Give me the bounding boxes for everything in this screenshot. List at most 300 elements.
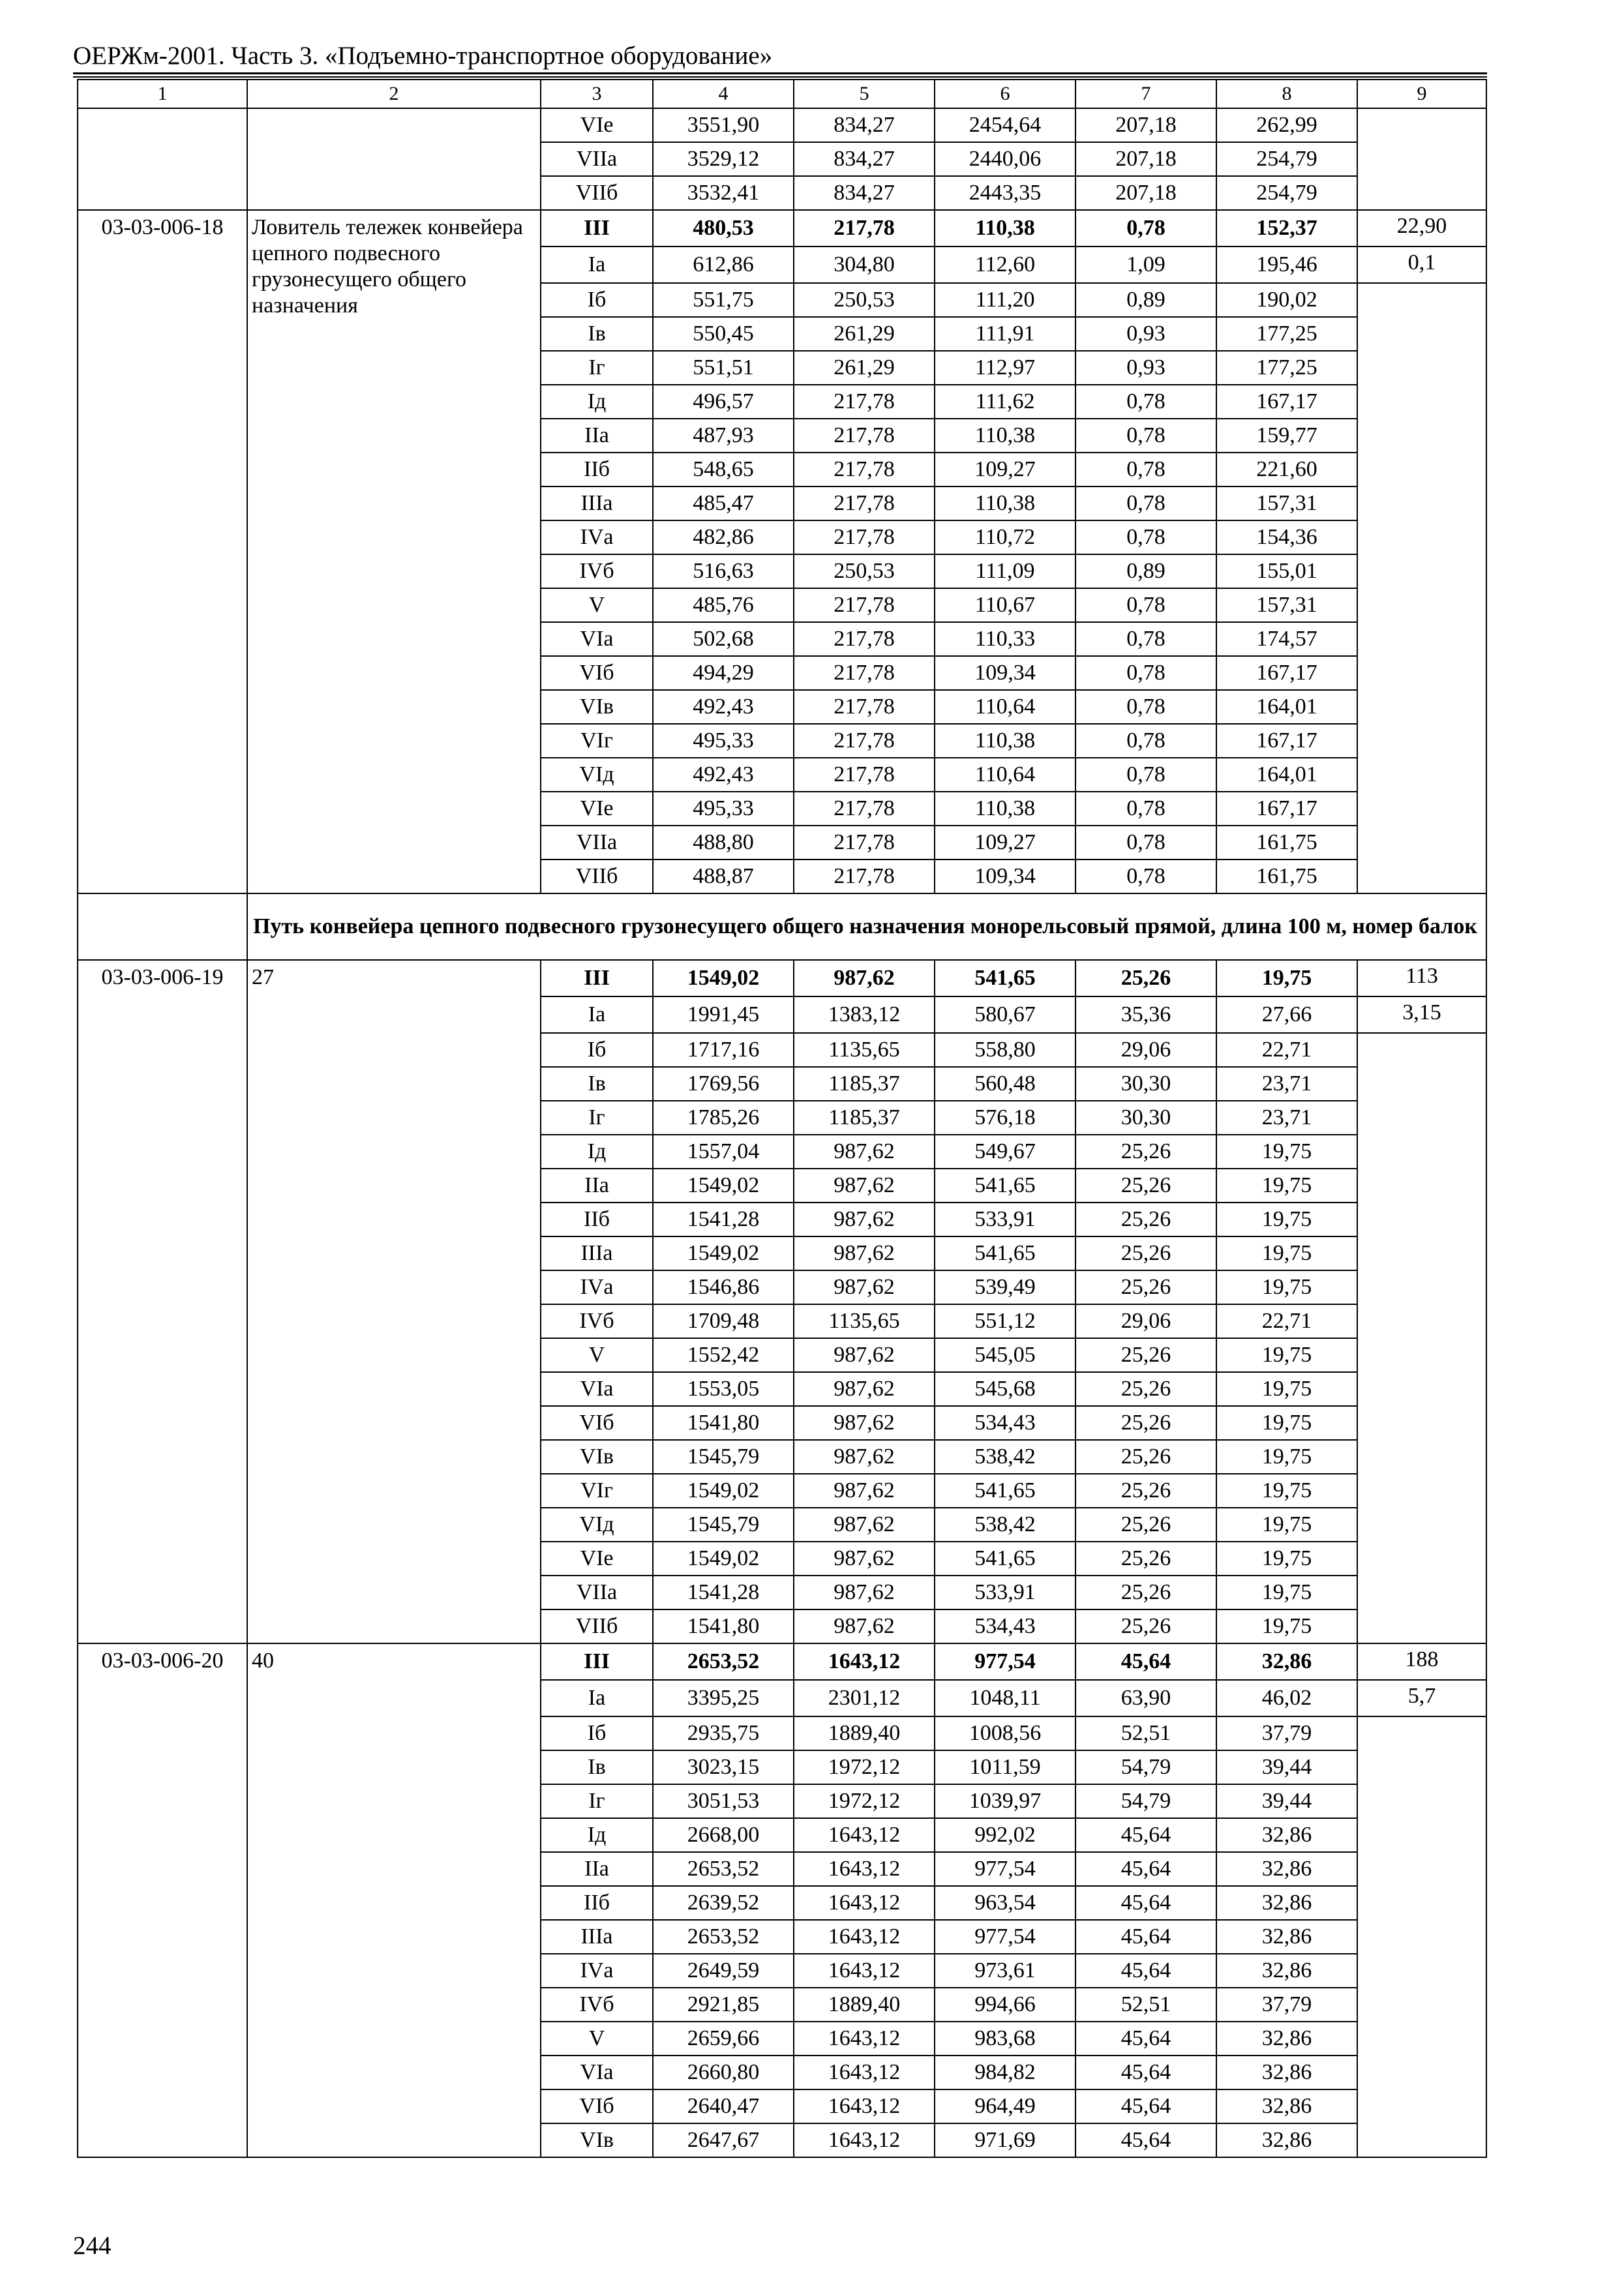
- value-cell: 973,61: [935, 1954, 1075, 1988]
- value-cell: 54,79: [1075, 1784, 1216, 1818]
- value-cell: 550,45: [653, 317, 794, 351]
- value-cell: 502,68: [653, 622, 794, 656]
- value-cell: 612,86: [653, 247, 794, 283]
- value-cell: 29,06: [1075, 1304, 1216, 1338]
- value-cell: 35,36: [1075, 996, 1216, 1033]
- value-cell: 482,86: [653, 520, 794, 554]
- value-cell: 217,78: [794, 792, 935, 826]
- page-header-title: ОЕРЖм-2001. Часть 3. «Подъемно-транспортное оборудование»: [73, 42, 773, 70]
- region-cell: V: [541, 1338, 653, 1372]
- region-cell: IIб: [541, 1886, 653, 1920]
- value-cell: 25,26: [1075, 1270, 1216, 1304]
- value-cell: 110,38: [935, 210, 1075, 247]
- value-cell: 19,75: [1216, 1474, 1357, 1508]
- value-cell: 167,17: [1216, 656, 1357, 690]
- value-cell: 485,47: [653, 486, 794, 520]
- value-cell: 161,75: [1216, 826, 1357, 860]
- value-cell: 1717,16: [653, 1033, 794, 1067]
- value-cell: 488,80: [653, 826, 794, 860]
- value-cell: 1135,65: [794, 1304, 935, 1338]
- region-cell: IVб: [541, 1304, 653, 1338]
- value-cell: 963,54: [935, 1886, 1075, 1920]
- value-cell: 0,93: [1075, 351, 1216, 385]
- value-cell: 2647,67: [653, 2123, 794, 2157]
- region-cell: IVб: [541, 1988, 653, 2022]
- value-cell: 39,44: [1216, 1750, 1357, 1784]
- value-cell: 63,90: [1075, 1680, 1216, 1716]
- value-cell: 30,30: [1075, 1101, 1216, 1135]
- value-cell: 1972,12: [794, 1750, 935, 1784]
- value-cell: 19,75: [1216, 1135, 1357, 1169]
- region-cell: VIIа: [541, 142, 653, 176]
- table-row: [78, 108, 1486, 142]
- value-cell: 987,62: [794, 1508, 935, 1542]
- value-cell: 167,17: [1216, 724, 1357, 758]
- region-cell: III: [541, 1643, 653, 1680]
- col9-cell: [1357, 283, 1486, 893]
- value-cell: 254,79: [1216, 142, 1357, 176]
- value-cell: 254,79: [1216, 176, 1357, 210]
- value-cell: 1,09: [1075, 247, 1216, 283]
- region-cell: Iг: [541, 351, 653, 385]
- region-cell: VIIб: [541, 176, 653, 210]
- col9-cell: 0,1: [1357, 247, 1486, 283]
- value-cell: 250,53: [794, 554, 935, 588]
- value-cell: 541,65: [935, 1236, 1075, 1270]
- value-cell: 30,30: [1075, 1067, 1216, 1101]
- value-cell: 495,33: [653, 724, 794, 758]
- price-table: [77, 79, 1487, 2158]
- value-cell: 1643,12: [794, 1818, 935, 1852]
- value-cell: 992,02: [935, 1818, 1075, 1852]
- value-cell: 110,67: [935, 588, 1075, 622]
- value-cell: 541,65: [935, 1474, 1075, 1508]
- value-cell: 492,43: [653, 758, 794, 792]
- region-cell: Iд: [541, 1135, 653, 1169]
- value-cell: 25,26: [1075, 1542, 1216, 1576]
- value-cell: 111,91: [935, 317, 1075, 351]
- value-cell: 217,78: [794, 656, 935, 690]
- region-cell: Iг: [541, 1101, 653, 1135]
- value-cell: 0,78: [1075, 656, 1216, 690]
- column-number-cell: 5: [794, 80, 935, 108]
- value-cell: 207,18: [1075, 108, 1216, 142]
- region-cell: VIе: [541, 792, 653, 826]
- value-cell: 217,78: [794, 453, 935, 486]
- value-cell: 545,68: [935, 1372, 1075, 1406]
- value-cell: 987,62: [794, 1372, 935, 1406]
- value-cell: 19,75: [1216, 1169, 1357, 1203]
- value-cell: 157,31: [1216, 588, 1357, 622]
- value-cell: 545,05: [935, 1338, 1075, 1372]
- value-cell: 1643,12: [794, 1920, 935, 1954]
- value-cell: 987,62: [794, 1440, 935, 1474]
- value-cell: 3551,90: [653, 108, 794, 142]
- value-cell: 1549,02: [653, 960, 794, 996]
- value-cell: 551,75: [653, 283, 794, 317]
- value-cell: 217,78: [794, 588, 935, 622]
- region-cell: Iа: [541, 996, 653, 1033]
- value-cell: 549,67: [935, 1135, 1075, 1169]
- region-cell: VIIб: [541, 1609, 653, 1643]
- value-cell: 538,42: [935, 1440, 1075, 1474]
- value-cell: 217,78: [794, 758, 935, 792]
- value-cell: 25,26: [1075, 1609, 1216, 1643]
- value-cell: 262,99: [1216, 108, 1357, 142]
- region-cell: VIв: [541, 690, 653, 724]
- value-cell: 0,78: [1075, 520, 1216, 554]
- value-cell: 0,78: [1075, 724, 1216, 758]
- table-row: [78, 210, 1486, 247]
- value-cell: 0,93: [1075, 317, 1216, 351]
- value-cell: 45,64: [1075, 1643, 1216, 1680]
- name-cell: Ловитель тележек конвейера цепного подвесного грузонесущего общего назначения: [247, 210, 541, 893]
- value-cell: 1545,79: [653, 1440, 794, 1474]
- name-cell: [247, 108, 541, 210]
- region-cell: VIв: [541, 1440, 653, 1474]
- column-number-row: [78, 80, 1486, 108]
- value-cell: 2640,47: [653, 2089, 794, 2123]
- value-cell: 516,63: [653, 554, 794, 588]
- value-cell: 19,75: [1216, 1203, 1357, 1236]
- value-cell: 19,75: [1216, 1406, 1357, 1440]
- value-cell: 159,77: [1216, 419, 1357, 453]
- value-cell: 987,62: [794, 1609, 935, 1643]
- value-cell: 1709,48: [653, 1304, 794, 1338]
- value-cell: 987,62: [794, 1169, 935, 1203]
- region-cell: VIг: [541, 1474, 653, 1508]
- value-cell: 52,51: [1075, 1988, 1216, 2022]
- col9-cell: [1357, 108, 1486, 210]
- value-cell: 987,62: [794, 1338, 935, 1372]
- column-number-cell: 9: [1357, 80, 1486, 108]
- region-cell: IIб: [541, 453, 653, 486]
- value-cell: 37,79: [1216, 1988, 1357, 2022]
- value-cell: 987,62: [794, 1203, 935, 1236]
- region-cell: IIа: [541, 1169, 653, 1203]
- header-rule: [73, 76, 1487, 78]
- value-cell: 111,62: [935, 385, 1075, 419]
- value-cell: 19,75: [1216, 1609, 1357, 1643]
- value-cell: 45,64: [1075, 1954, 1216, 1988]
- region-cell: Iа: [541, 247, 653, 283]
- region-cell: IVа: [541, 520, 653, 554]
- value-cell: 207,18: [1075, 176, 1216, 210]
- region-cell: Iв: [541, 317, 653, 351]
- value-cell: 2301,12: [794, 1680, 935, 1716]
- value-cell: 480,53: [653, 210, 794, 247]
- value-cell: 217,78: [794, 419, 935, 453]
- col9-cell: 22,90: [1357, 210, 1486, 247]
- value-cell: 2639,52: [653, 1886, 794, 1920]
- value-cell: 2454,64: [935, 108, 1075, 142]
- value-cell: 54,79: [1075, 1750, 1216, 1784]
- value-cell: 250,53: [794, 283, 935, 317]
- value-cell: 29,06: [1075, 1033, 1216, 1067]
- column-number-cell: 4: [653, 80, 794, 108]
- value-cell: 1643,12: [794, 1886, 935, 1920]
- value-cell: 25,26: [1075, 1576, 1216, 1609]
- value-cell: 0,78: [1075, 792, 1216, 826]
- value-cell: 488,87: [653, 860, 794, 893]
- value-cell: 1643,12: [794, 2022, 935, 2056]
- value-cell: 994,66: [935, 1988, 1075, 2022]
- value-cell: 3023,15: [653, 1750, 794, 1784]
- value-cell: 22,71: [1216, 1033, 1357, 1067]
- value-cell: 154,36: [1216, 520, 1357, 554]
- value-cell: 27,66: [1216, 996, 1357, 1033]
- region-cell: Iг: [541, 1784, 653, 1818]
- value-cell: 987,62: [794, 1406, 935, 1440]
- value-cell: 1643,12: [794, 1852, 935, 1886]
- region-cell: VIIб: [541, 860, 653, 893]
- value-cell: 110,38: [935, 419, 1075, 453]
- value-cell: 551,51: [653, 351, 794, 385]
- value-cell: 217,78: [794, 622, 935, 656]
- section-title: Путь конвейера цепного подвесного грузонесущего общего назначения монорельсовый прямой, длина 100 м, номер балок: [247, 893, 1486, 960]
- value-cell: 19,75: [1216, 1508, 1357, 1542]
- value-cell: 25,26: [1075, 1169, 1216, 1203]
- value-cell: 109,34: [935, 656, 1075, 690]
- value-cell: 977,54: [935, 1920, 1075, 1954]
- value-cell: 485,76: [653, 588, 794, 622]
- region-cell: VIб: [541, 2089, 653, 2123]
- value-cell: 109,27: [935, 826, 1075, 860]
- region-cell: Iд: [541, 385, 653, 419]
- value-cell: 1541,80: [653, 1406, 794, 1440]
- value-cell: 539,49: [935, 1270, 1075, 1304]
- value-cell: 1769,56: [653, 1067, 794, 1101]
- region-cell: VIд: [541, 758, 653, 792]
- value-cell: 45,64: [1075, 1852, 1216, 1886]
- value-cell: 25,26: [1075, 1406, 1216, 1440]
- value-cell: 110,38: [935, 724, 1075, 758]
- value-cell: 534,43: [935, 1406, 1075, 1440]
- value-cell: 261,29: [794, 317, 935, 351]
- region-cell: VIIа: [541, 826, 653, 860]
- value-cell: 2443,35: [935, 176, 1075, 210]
- region-cell: III: [541, 960, 653, 996]
- value-cell: 45,64: [1075, 1920, 1216, 1954]
- value-cell: 0,89: [1075, 283, 1216, 317]
- value-cell: 1549,02: [653, 1236, 794, 1270]
- value-cell: 1185,37: [794, 1101, 935, 1135]
- region-cell: Iб: [541, 283, 653, 317]
- col9-cell: 188: [1357, 1643, 1486, 1680]
- value-cell: 46,02: [1216, 1680, 1357, 1716]
- value-cell: 23,71: [1216, 1067, 1357, 1101]
- value-cell: 32,86: [1216, 1818, 1357, 1852]
- value-cell: 19,75: [1216, 1440, 1357, 1474]
- value-cell: 45,64: [1075, 2089, 1216, 2123]
- value-cell: 161,75: [1216, 860, 1357, 893]
- region-cell: VIб: [541, 1406, 653, 1440]
- value-cell: 2921,85: [653, 1988, 794, 2022]
- value-cell: 177,25: [1216, 317, 1357, 351]
- value-cell: 157,31: [1216, 486, 1357, 520]
- value-cell: 2649,59: [653, 1954, 794, 1988]
- value-cell: 834,27: [794, 176, 935, 210]
- value-cell: 0,78: [1075, 588, 1216, 622]
- value-cell: 22,71: [1216, 1304, 1357, 1338]
- value-cell: 3395,25: [653, 1680, 794, 1716]
- value-cell: 19,75: [1216, 1576, 1357, 1609]
- value-cell: 39,44: [1216, 1784, 1357, 1818]
- value-cell: 155,01: [1216, 554, 1357, 588]
- value-cell: 0,78: [1075, 826, 1216, 860]
- value-cell: 987,62: [794, 960, 935, 996]
- column-number-cell: 6: [935, 80, 1075, 108]
- value-cell: 0,78: [1075, 385, 1216, 419]
- value-cell: 32,86: [1216, 2089, 1357, 2123]
- value-cell: 32,86: [1216, 1886, 1357, 1920]
- value-cell: 32,86: [1216, 2123, 1357, 2157]
- value-cell: 19,75: [1216, 1338, 1357, 1372]
- value-cell: 1549,02: [653, 1542, 794, 1576]
- value-cell: 492,43: [653, 690, 794, 724]
- value-cell: 987,62: [794, 1135, 935, 1169]
- value-cell: 3532,41: [653, 176, 794, 210]
- region-cell: IIIа: [541, 1920, 653, 1954]
- region-cell: IVб: [541, 554, 653, 588]
- value-cell: 0,78: [1075, 486, 1216, 520]
- value-cell: 495,33: [653, 792, 794, 826]
- value-cell: 217,78: [794, 724, 935, 758]
- value-cell: 496,57: [653, 385, 794, 419]
- value-cell: 19,75: [1216, 1270, 1357, 1304]
- name-cell: 40: [247, 1643, 541, 2157]
- region-cell: VIа: [541, 2056, 653, 2089]
- value-cell: 1643,12: [794, 2123, 935, 2157]
- value-cell: 167,17: [1216, 792, 1357, 826]
- region-cell: VIв: [541, 2123, 653, 2157]
- value-cell: 32,86: [1216, 1954, 1357, 1988]
- value-cell: 23,71: [1216, 1101, 1357, 1135]
- value-cell: 2668,00: [653, 1818, 794, 1852]
- header-rule: [73, 72, 1487, 74]
- value-cell: 207,18: [1075, 142, 1216, 176]
- value-cell: 2653,52: [653, 1852, 794, 1886]
- value-cell: 190,02: [1216, 283, 1357, 317]
- value-cell: 112,60: [935, 247, 1075, 283]
- col9-cell: 5,7: [1357, 1680, 1486, 1716]
- value-cell: 1643,12: [794, 1643, 935, 1680]
- value-cell: 19,75: [1216, 1542, 1357, 1576]
- value-cell: 25,26: [1075, 1236, 1216, 1270]
- value-cell: 987,62: [794, 1236, 935, 1270]
- value-cell: 977,54: [935, 1643, 1075, 1680]
- value-cell: 45,64: [1075, 2123, 1216, 2157]
- value-cell: 1383,12: [794, 996, 935, 1033]
- value-cell: 217,78: [794, 860, 935, 893]
- value-cell: 217,78: [794, 486, 935, 520]
- value-cell: 1011,59: [935, 1750, 1075, 1784]
- column-number-cell: 7: [1075, 80, 1216, 108]
- value-cell: 1545,79: [653, 1508, 794, 1542]
- value-cell: 541,65: [935, 1542, 1075, 1576]
- region-cell: VIе: [541, 1542, 653, 1576]
- col9-cell: [1357, 1033, 1486, 1643]
- value-cell: 167,17: [1216, 385, 1357, 419]
- region-cell: III: [541, 210, 653, 247]
- region-cell: VIе: [541, 108, 653, 142]
- value-cell: 217,78: [794, 520, 935, 554]
- value-cell: 983,68: [935, 2022, 1075, 2056]
- value-cell: 1008,56: [935, 1716, 1075, 1750]
- region-cell: Iб: [541, 1033, 653, 1067]
- value-cell: 25,26: [1075, 1508, 1216, 1542]
- value-cell: 1557,04: [653, 1135, 794, 1169]
- region-cell: VIа: [541, 1372, 653, 1406]
- value-cell: 541,65: [935, 1169, 1075, 1203]
- region-cell: IIIа: [541, 1236, 653, 1270]
- column-number-cell: 3: [541, 80, 653, 108]
- code-cell: 03-03-006-18: [78, 210, 247, 893]
- value-cell: 1889,40: [794, 1988, 935, 2022]
- value-cell: 217,78: [794, 826, 935, 860]
- value-cell: 110,64: [935, 690, 1075, 724]
- column-number-cell: 8: [1216, 80, 1357, 108]
- value-cell: 560,48: [935, 1067, 1075, 1101]
- value-cell: 977,54: [935, 1852, 1075, 1886]
- region-cell: VIа: [541, 622, 653, 656]
- table-body: [78, 80, 1486, 2157]
- value-cell: 1972,12: [794, 1784, 935, 1818]
- value-cell: 3051,53: [653, 1784, 794, 1818]
- value-cell: 32,86: [1216, 1852, 1357, 1886]
- table-row: [78, 960, 1486, 996]
- page-number: 244: [73, 2232, 112, 2260]
- value-cell: 110,38: [935, 792, 1075, 826]
- column-number-cell: 1: [78, 80, 247, 108]
- value-cell: 3529,12: [653, 142, 794, 176]
- value-cell: 152,37: [1216, 210, 1357, 247]
- value-cell: 576,18: [935, 1101, 1075, 1135]
- value-cell: 45,64: [1075, 2022, 1216, 2056]
- value-cell: 2660,80: [653, 2056, 794, 2089]
- value-cell: 195,46: [1216, 247, 1357, 283]
- region-cell: V: [541, 588, 653, 622]
- value-cell: 2935,75: [653, 1716, 794, 1750]
- region-cell: IIIа: [541, 486, 653, 520]
- value-cell: 0,78: [1075, 860, 1216, 893]
- value-cell: 541,65: [935, 960, 1075, 996]
- value-cell: 111,20: [935, 283, 1075, 317]
- value-cell: 45,64: [1075, 2056, 1216, 2089]
- value-cell: 19,75: [1216, 1372, 1357, 1406]
- value-cell: 987,62: [794, 1270, 935, 1304]
- col9-cell: 113: [1357, 960, 1486, 996]
- value-cell: 1785,26: [653, 1101, 794, 1135]
- value-cell: 1039,97: [935, 1784, 1075, 1818]
- value-cell: 1643,12: [794, 2056, 935, 2089]
- value-cell: 0,78: [1075, 622, 1216, 656]
- region-cell: VIд: [541, 1508, 653, 1542]
- value-cell: 987,62: [794, 1474, 935, 1508]
- value-cell: 964,49: [935, 2089, 1075, 2123]
- value-cell: 217,78: [794, 690, 935, 724]
- value-cell: 32,86: [1216, 2056, 1357, 2089]
- value-cell: 1991,45: [653, 996, 794, 1033]
- value-cell: 25,26: [1075, 1372, 1216, 1406]
- value-cell: 1546,86: [653, 1270, 794, 1304]
- value-cell: 164,01: [1216, 758, 1357, 792]
- value-cell: 109,34: [935, 860, 1075, 893]
- value-cell: 0,78: [1075, 453, 1216, 486]
- region-cell: Iб: [541, 1716, 653, 1750]
- value-cell: 494,29: [653, 656, 794, 690]
- value-cell: 534,43: [935, 1609, 1075, 1643]
